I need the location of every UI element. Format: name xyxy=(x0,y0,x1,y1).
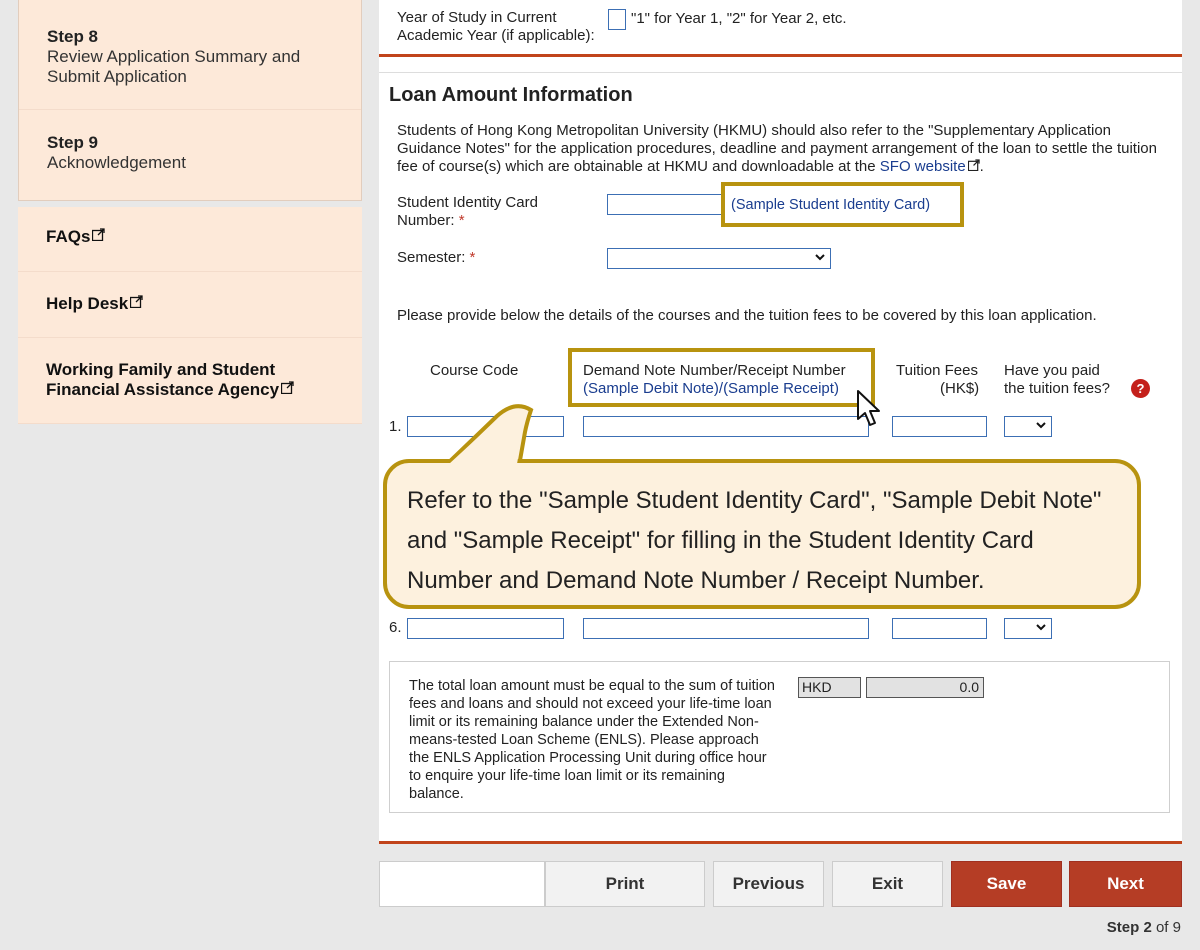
sfo-website-label: SFO website xyxy=(879,158,966,175)
faqs-label: FAQs xyxy=(46,227,91,246)
exit-button[interactable]: Exit xyxy=(832,861,943,907)
demand-note-header: Demand Note Number/Receipt Number xyxy=(583,362,846,379)
tuition-fee-input[interactable] xyxy=(892,416,987,437)
step-description: Review Application Summary and Submit Application xyxy=(47,47,301,86)
external-link-icon xyxy=(130,295,143,308)
help-icon[interactable]: ? xyxy=(1131,379,1150,398)
faqs-link[interactable] xyxy=(18,207,362,272)
year-of-study-label: Year of Study in Current Academic Year (if applicable): xyxy=(397,9,595,44)
year-of-study-hint: "1" for Year 1, "2" for Year 2, etc. xyxy=(631,10,847,27)
course-code-input[interactable] xyxy=(407,618,564,639)
total-loan-note: The total loan amount must be equal to the sum of tuition fees and loans and should not exceed your life-time loan limit or its remaining balance under the Extended Non-means-tested Loan Scheme (ENLS). Please approach the ENLS Application Processing Unit during office hour to enquire your life-time loan limit or its remaining balance. xyxy=(409,678,775,802)
row-number: 6. xyxy=(389,619,402,636)
intro-period: . xyxy=(979,158,984,175)
sidebar xyxy=(18,0,362,424)
print-button[interactable]: Print xyxy=(545,861,705,907)
chevron-down-icon xyxy=(1036,622,1046,632)
step-number: Step 8 xyxy=(47,27,99,46)
steps-list xyxy=(18,0,362,201)
demand-note-input[interactable] xyxy=(583,618,869,639)
sidebar-links xyxy=(18,207,362,424)
loan-intro-text xyxy=(397,122,1157,176)
external-link-icon xyxy=(968,159,980,171)
sample-receipt-link[interactable]: (Sample Receipt) xyxy=(723,380,839,397)
tuition-fee-input[interactable] xyxy=(892,618,987,639)
paid-select[interactable] xyxy=(1004,618,1052,639)
chevron-down-icon xyxy=(815,252,825,262)
action-bar xyxy=(379,861,1182,907)
help-desk-link[interactable] xyxy=(18,272,362,338)
instruction-callout: Refer to the "Sample Student Identity Card", "Sample Debit Note" and "Sample Receipt" for filling in the Student Identity Card Number and Demand Note Number / Receipt Number. xyxy=(383,459,1141,609)
courses-intro-text: Please provide below the details of the courses and the tuition fees to be covered by this loan application. xyxy=(397,307,1097,324)
year-of-study-section xyxy=(379,0,1182,57)
loan-section-title: Loan Amount Information xyxy=(389,84,633,106)
step-description: Acknowledgement xyxy=(47,153,186,172)
semester-label xyxy=(397,249,475,267)
semester-label-text: Semester: xyxy=(397,249,466,266)
chevron-down-icon xyxy=(1036,420,1046,430)
callout-tail xyxy=(437,402,557,466)
wfsfaa-label: Working Family and Student Financial Assistance Agency xyxy=(46,360,280,399)
paid-select[interactable] xyxy=(1004,416,1052,437)
loan-intro-body: Students of Hong Kong Metropolitan University (HKMU) should also refer to the "Supplementary Application Guidance Notes" for the application procedures, deadline and payment arrangement of the loan to settle the tuition fee of course(s) which are obtainable at HKMU and downloadable at the xyxy=(397,122,1157,175)
student-id-label-text: Student Identity Card Number: xyxy=(397,194,538,229)
action-bar-spacer xyxy=(379,861,545,907)
demand-note-input[interactable] xyxy=(583,416,869,437)
wfsfaa-link[interactable] xyxy=(18,338,362,424)
row-number: 1. xyxy=(389,418,402,435)
mouse-cursor-icon xyxy=(856,389,882,429)
step-indicator-current: 2 xyxy=(1143,919,1152,936)
sample-links-row xyxy=(583,380,839,398)
save-button[interactable]: Save xyxy=(951,861,1062,907)
sample-student-id-link[interactable]: (Sample Student Identity Card) xyxy=(731,197,931,213)
student-id-input[interactable] xyxy=(607,194,723,215)
step-indicator-total: of 9 xyxy=(1155,919,1181,936)
next-button[interactable]: Next xyxy=(1069,861,1182,907)
step-indicator-prefix: Step xyxy=(1106,919,1140,936)
student-id-label xyxy=(397,194,567,230)
total-loan-box xyxy=(389,661,1170,813)
currency-field: HKD xyxy=(798,677,861,698)
step-number: Step 9 xyxy=(47,133,99,152)
sidebar-step-8[interactable] xyxy=(19,0,361,110)
step-indicator xyxy=(1107,919,1181,936)
slash-separator: / xyxy=(718,380,724,397)
tuition-fees-unit: (HK$) xyxy=(940,380,980,397)
previous-button[interactable]: Previous xyxy=(713,861,824,907)
required-asterisk: * xyxy=(469,249,476,266)
tuition-fees-header: Tuition Fees xyxy=(896,362,978,379)
paid-header: Have you paid the tuition fees? xyxy=(1004,362,1110,397)
sidebar-step-9[interactable] xyxy=(19,110,361,200)
year-of-study-input[interactable] xyxy=(608,9,626,30)
external-link-icon xyxy=(281,381,294,394)
semester-select[interactable] xyxy=(607,248,831,269)
sample-debit-note-link[interactable]: (Sample Debit Note) xyxy=(583,380,719,397)
external-link-icon xyxy=(92,228,105,241)
help-desk-label: Help Desk xyxy=(46,294,129,313)
course-code-header: Course Code xyxy=(430,362,519,379)
total-amount-field: 0.0 xyxy=(866,677,984,698)
sfo-website-link[interactable] xyxy=(880,158,980,175)
required-asterisk: * xyxy=(458,212,465,229)
